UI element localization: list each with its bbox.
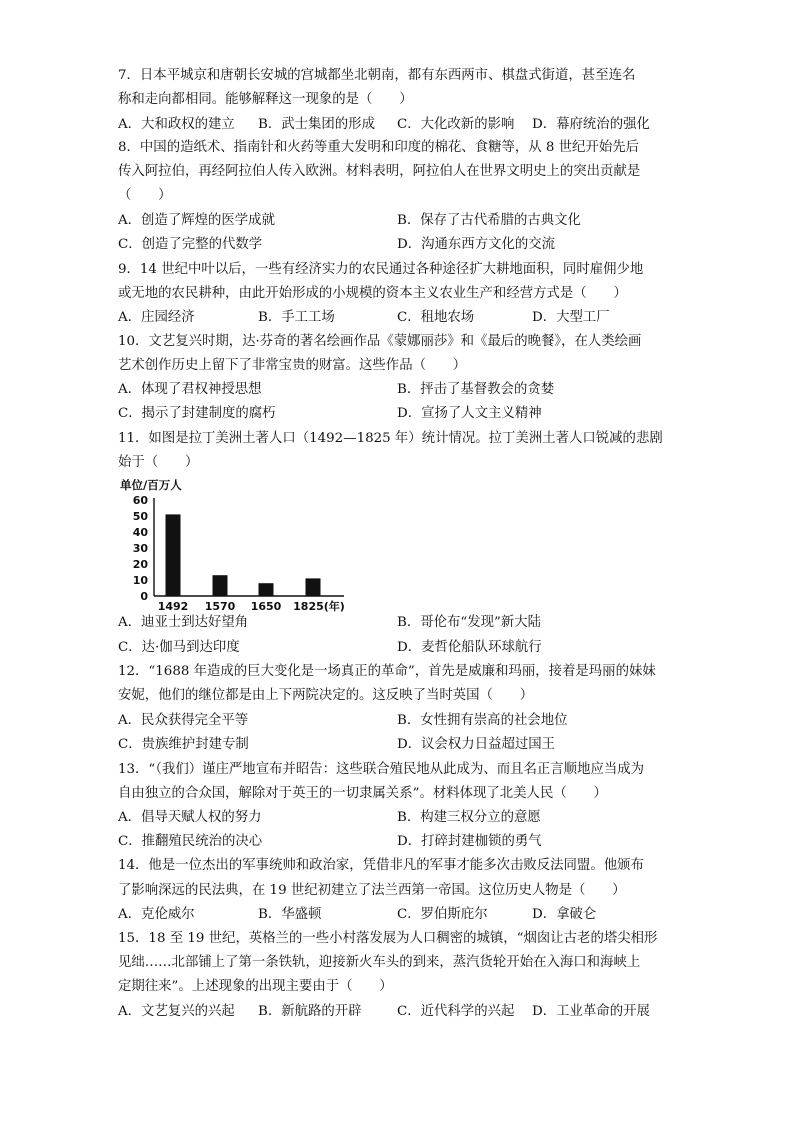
q11-stem-line2: 始于（ ） (118, 455, 199, 470)
q14-stem-line1: 14．他是一位杰出的军事统帅和政治家，凭借非凡的军事才能多次击败反法同盟。他颁布 (118, 858, 644, 873)
q12-stem-line1: 12．“1688 年造成的巨大变化是一场真正的革命”，首先是威廉和玛丽，接着是玛丽的妹妹 (118, 664, 656, 679)
population-bar-chart (118, 478, 358, 613)
y-tick-label: 20 (132, 558, 148, 571)
q8-option-a: A．创造了辉煌的医学成就 (118, 213, 275, 228)
bar-3 (306, 578, 321, 596)
q10-option-d: D．宣扬了人文主义精神 (397, 406, 542, 421)
q10-stem-line2: 艺术创作历史上留下了非常宝贵的财富。这些作品（ ） (118, 358, 467, 373)
bar-0 (166, 514, 181, 596)
q8-stem-line2: 传入阿拉伯，再经阿拉伯人传入欧洲。材料表明，阿拉伯人在世界文明史上的突出贡献是 (118, 164, 641, 179)
q15-stem-line2: 见绌……北部铺上了第一条铁轨，迎接新火车头的到来，蒸汽货轮开始在入海口和海峡上 (118, 955, 641, 970)
x-tick-label: 1570 (204, 600, 236, 613)
q8-stem-line3: （ ） (118, 188, 172, 203)
q13-option-a: A．倡导天赋人权的努力 (118, 810, 262, 825)
q9-option-c: C．租地农场 (397, 310, 475, 325)
q11-stem-line1: 11．如图是拉丁美洲土著人口（1492—1825 年）统计情况。拉丁美洲土著人口锐减的悲剧 (118, 431, 663, 446)
q8-option-c: C．创造了完整的代数学 (118, 237, 263, 252)
q13-stem-line1: 13．“（我们）谨庄严地宣布并昭告：这些联合殖民地从此成为、而且名正言顺地应当成为 (118, 762, 645, 777)
q13-option-d: D．打碎封建枷锁的勇气 (397, 834, 542, 849)
q11-option-b: B．哥伦布“发现”新大陆 (397, 615, 542, 630)
y-tick-label: 0 (140, 590, 148, 603)
q10-stem-line1: 10．文艺复兴时期，达·芬奇的著名绘画作品《蒙娜丽莎》和《最后的晚餐》，在人类绘画 (118, 334, 642, 349)
q13-option-b: B．构建三权分立的意愿 (397, 810, 541, 825)
q15-stem-line3: 定期往来”。上述现象的出现主要由于（ ） (118, 979, 393, 994)
q11-option-c: C．达·伽马到达印度 (118, 640, 240, 655)
q14-option-b: B．华盛顿 (258, 907, 322, 922)
q15-option-d: D．工业革命的开展 (532, 1004, 650, 1019)
q15-stem-line1: 15．18 至 19 世纪，英格兰的一些小村落发展为人口稠密的城镇，“烟囱让古老的塔尖相形 (118, 931, 658, 946)
x-tick-label: 1650 (250, 600, 282, 613)
q14-stem-line2: 了影响深远的民法典，在 19 世纪初建立了法兰西第一帝国。这位历史人物是（ ） (118, 883, 626, 898)
q14-option-d: D．拿破仑 (532, 907, 597, 922)
y-tick-label: 40 (132, 526, 148, 539)
q13-option-c: C．推翻殖民统治的决心 (118, 834, 263, 849)
q14-option-c: C．罗伯斯庇尔 (397, 907, 488, 922)
q9-stem-line1: 9．14 世纪中叶以后，一些有经济实力的农民通过各种途径扩大耕地面积，同时雇佣少地 (118, 262, 644, 277)
q7-stem-line1: 7．日本平城京和唐朝长安城的宫城都坐北朝南，都有东西两市、棋盘式街道，甚至连名 (118, 68, 636, 83)
q7-option-d: D．幕府统治的强化 (532, 117, 650, 132)
q13-stem-line2: 自由独立的合众国，解除对于英王的一切隶属关系”。材料体现了北美人民（ ） (118, 786, 607, 801)
y-tick-label: 10 (132, 574, 148, 587)
q7-option-c: C．大化改新的影响 (397, 117, 515, 132)
q14-option-a: A．克伦威尔 (118, 907, 195, 922)
q10-option-b: B．抨击了基督教会的贪婪 (397, 382, 555, 397)
y-tick-label: 30 (132, 542, 148, 555)
q9-option-a: A．庄园经济 (118, 310, 195, 325)
q15-option-a: A．文艺复兴的兴起 (118, 1004, 235, 1019)
q10-option-a: A．体现了君权神授思想 (118, 382, 262, 397)
q12-option-d: D．议会权力日益超过国王 (397, 737, 556, 752)
x-tick-label: 1492 (157, 600, 189, 613)
q12-stem-line2: 安妮，他们的继位都是由上下两院决定的。这反映了当时英国（ ） (118, 688, 534, 703)
q12-option-b: B．女性拥有崇高的社会地位 (397, 713, 568, 728)
q15-option-c: C．近代科学的兴起 (397, 1004, 515, 1019)
q8-stem-line1: 8．中国的造纸术、指南针和火药等重大发明和印度的棉花、食糖等，从 8 世纪开始先后 (118, 140, 640, 155)
q9-option-b: B．手工工场 (258, 310, 335, 325)
q8-option-d: D．沟通东西方文化的交流 (397, 237, 556, 252)
bar-2 (259, 583, 274, 596)
q12-option-a: A．民众获得完全平等 (118, 713, 249, 728)
q15-option-b: B．新航路的开辟 (258, 1004, 362, 1019)
q7-option-b: B．武士集团的形成 (258, 117, 375, 132)
x-tick-label: 1825(年) (293, 600, 345, 613)
q10-option-c: C．揭示了封建制度的腐朽 (118, 406, 276, 421)
y-tick-label: 60 (132, 494, 148, 507)
q7-option-a: A．大和政权的建立 (118, 117, 235, 132)
q11-option-a: A．迪亚士到达好望角 (118, 615, 249, 630)
q11-option-d: D．麦哲伦船队环球航行 (397, 640, 542, 655)
q7-stem-line2: 称和走向都相同。能够解释这一现象的是（ ） (118, 92, 413, 107)
q12-option-c: C．贵族维护封建专制 (118, 737, 249, 752)
q9-option-d: D．大型工厂 (532, 310, 610, 325)
bar-1 (213, 575, 228, 596)
y-tick-label: 50 (132, 510, 148, 523)
chart-unit-label: 单位/百万人 (120, 478, 182, 492)
q9-stem-line2: 或无地的农民耕种，由此开始形成的小规模的资本主义农业生产和经营方式是（ ） (118, 286, 627, 301)
q8-option-b: B．保存了古代希腊的古典文化 (397, 213, 581, 228)
